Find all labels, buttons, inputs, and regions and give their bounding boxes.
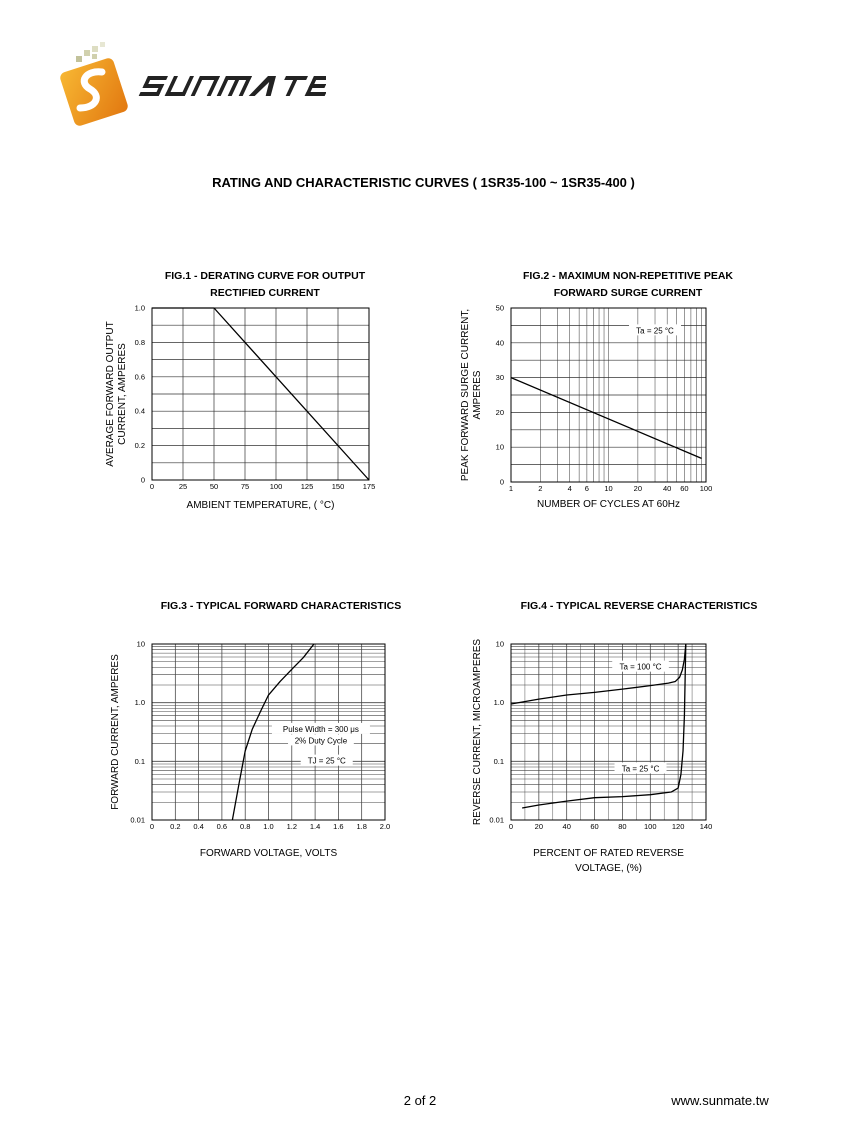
fig1-xtick-label: 0 [149, 482, 155, 491]
fig2-xtick-label: 1 [508, 484, 514, 493]
fig2-xtick-label: 10 [604, 484, 613, 493]
fig4-annotation: Ta = 25 °C [621, 764, 660, 774]
fig2-xtick-label: 40 [663, 484, 672, 493]
fig3-title-line1: FIG.3 - TYPICAL FORWARD CHARACTERISTICS [160, 600, 402, 612]
fig2-xtick-label: 100 [699, 484, 713, 493]
fig1-ytick-label: 0 [140, 475, 145, 485]
fig2-y-axis-label: PEAK FORWARD SURGE CURRENT, [460, 308, 471, 482]
fig1-x-axis-label: AMBIENT TEMPERATURE, ( °C) [186, 500, 335, 511]
fig4-y-axis-label: REVERSE CURRENT, MICROAMPERES [472, 638, 483, 826]
fig3-xtick-label: 1.0 [263, 822, 274, 831]
fig4-chart [472, 639, 712, 874]
fig3-xtick-label: 2.0 [379, 822, 391, 831]
fig3-ytick-label: 0.1 [134, 756, 145, 766]
fig3-xtick-label: 1.8 [356, 822, 367, 831]
fig3-xtick-label: 0.8 [239, 822, 251, 831]
fig4-ytick-label: 0.1 [493, 756, 504, 766]
fig3-xtick-label: 0.6 [216, 822, 228, 831]
fig1-xtick-label: 175 [362, 482, 376, 491]
fig1-ytick-label: 0.8 [134, 337, 145, 347]
fig2-xtick-label: 2 [538, 484, 543, 493]
fig4-ytick-label: 10 [495, 639, 504, 649]
fig4-xtick-label: 0 [508, 822, 514, 831]
fig2-ytick-label: 40 [495, 338, 504, 348]
fig1-xtick-label: 75 [240, 482, 250, 491]
fig4-xtick-label: 120 [671, 822, 685, 831]
fig4-xtick-label: 20 [534, 822, 544, 831]
fig2-xtick-label: 60 [680, 484, 689, 493]
fig1-xtick-label: 150 [331, 482, 345, 491]
fig4-ytick-label: 1.0 [493, 698, 504, 708]
fig3-ytick-label: 0.01 [130, 815, 145, 825]
fig2-annotation: Ta = 25 °C [636, 326, 674, 336]
fig1-y-axis-label: CURRENT, AMPERES [117, 343, 128, 445]
fig1-chart [105, 304, 375, 512]
fig1-xtick-label: 125 [300, 482, 314, 491]
fig3-annotation: 2% Duty Cycle [294, 736, 348, 746]
fig1-xtick-label: 25 [178, 482, 188, 491]
fig3-xtick-label: 0.4 [193, 822, 204, 831]
fig3-annotation: Pulse Width = 300 μs [282, 724, 359, 734]
fig1-xtick-label: 50 [209, 482, 219, 491]
fig1-ytick-label: 0.6 [134, 372, 145, 382]
fig3-annotation: TJ = 25 °C [307, 756, 346, 766]
fig3-ytick-label: 1.0 [134, 698, 145, 708]
website-link[interactable]: www.sunmate.tw [671, 1093, 769, 1108]
fig2-y-axis-label: AMPERES [472, 370, 483, 420]
fig1-title-line2: RECTIFIED CURRENT [210, 287, 320, 299]
fig2-xtick-label: 4 [567, 484, 572, 493]
fig2-chart [460, 304, 712, 511]
fig2-xtick-label: 20 [633, 484, 643, 493]
page-number: 2 of 2 [403, 1093, 437, 1108]
fig4-x-axis-label: PERCENT OF RATED REVERSE [533, 848, 684, 859]
fig4-xtick-label: 140 [699, 822, 713, 831]
fig1-ytick-label: 1.0 [134, 303, 145, 313]
fig2-ytick-label: 10 [495, 442, 504, 452]
fig4-xtick-label: 100 [644, 822, 657, 831]
page-title: RATING AND CHARACTERISTIC CURVES ( 1SR35-100 ~ 1SR35-400 ) [212, 175, 635, 190]
fig3-y-axis-label: FORWARD CURRENT, AMPERES [110, 654, 121, 810]
fig2-xtick-label: 6 [584, 484, 589, 493]
fig2-title-line2: FORWARD SURGE CURRENT [553, 287, 703, 299]
fig4-xtick-label: 80 [618, 822, 627, 831]
fig3-xtick-label: 1.2 [286, 822, 298, 831]
fig4-x-axis-label: VOLTAGE, (%) [575, 863, 642, 874]
fig4-ytick-label: 0.01 [489, 815, 504, 825]
fig4-xtick-label: 60 [590, 822, 599, 831]
fig1-ytick-label: 0.4 [134, 406, 145, 416]
fig2-ytick-label: 20 [495, 407, 504, 417]
fig1-y-axis-label: AVERAGE FORWARD OUTPUT [105, 321, 116, 467]
fig3-xtick-label: 0 [149, 822, 155, 831]
fig4-xtick-label: 40 [562, 822, 571, 831]
fig4-annotation: Ta = 100 °C [619, 662, 662, 672]
fig2-x-axis-label: NUMBER OF CYCLES AT 60Hz [537, 499, 680, 510]
fig1-title-line1: FIG.1 - DERATING CURVE FOR OUTPUT [164, 270, 366, 282]
fig2-ytick-label: 30 [495, 373, 504, 383]
fig2-ytick-label: 0 [499, 477, 504, 487]
fig4-title-line1: FIG.4 - TYPICAL REVERSE CHARACTERISTICS [520, 600, 758, 612]
fig3-xtick-label: 0.2 [170, 822, 181, 831]
fig2-series-line-0 [511, 378, 702, 459]
fig3-x-axis-label: FORWARD VOLTAGE, VOLTS [199, 848, 338, 859]
fig1-xtick-label: 100 [269, 482, 283, 491]
fig1-ytick-label: 0.2 [134, 441, 145, 451]
fig3-ytick-label: 10 [136, 639, 145, 649]
fig3-chart [110, 640, 390, 860]
fig2-title-line1: FIG.2 - MAXIMUM NON-REPETITIVE PEAK [522, 270, 733, 282]
fig2-ytick-label: 50 [495, 303, 504, 313]
fig3-xtick-label: 1.4 [309, 822, 321, 831]
fig3-xtick-label: 1.6 [333, 822, 344, 831]
